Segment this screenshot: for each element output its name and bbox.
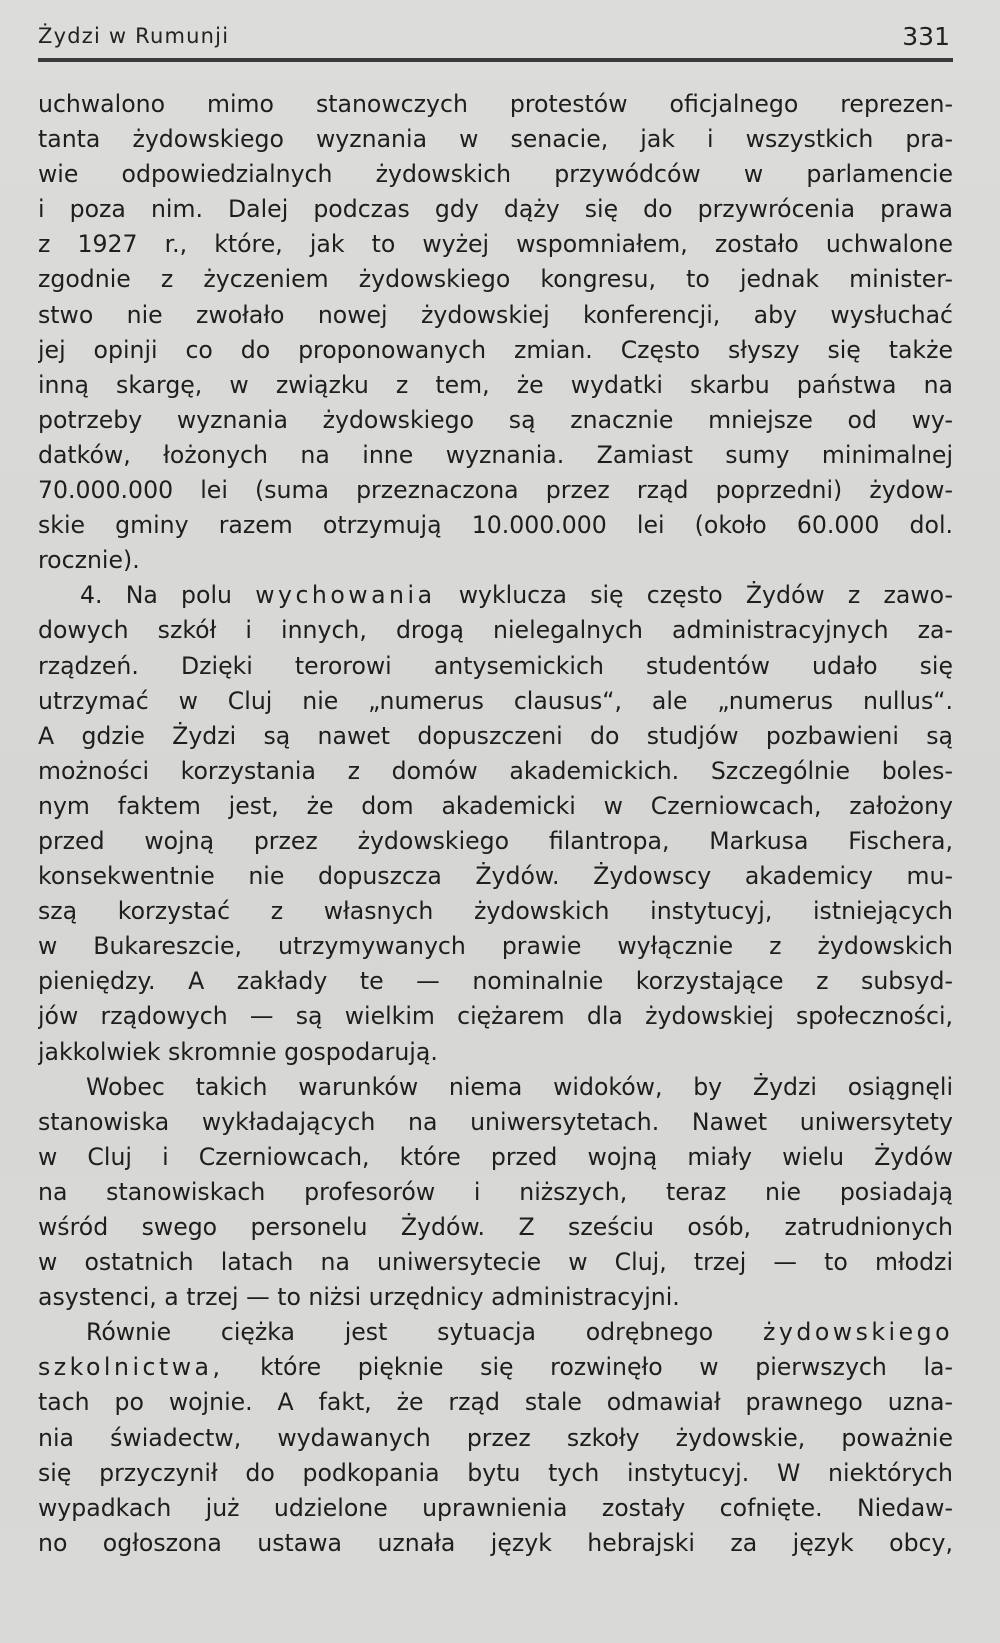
text-line: tanta żydowskiego wyznania w senacie, jak i wszystkich pra- <box>38 125 953 154</box>
text-line: tach po wojnie. A fakt, że rząd stale odmawiał prawnego uzna- <box>38 1388 953 1417</box>
text-line: nym faktem jest, że dom akademicki w Czerniowcach, założony <box>38 791 953 820</box>
text-line: możności korzystania z domów akademickich. Szczególnie boles- <box>38 756 953 785</box>
text-line: się przyczynił do podkopania bytu tych instytucyj. W niektórych <box>38 1458 953 1487</box>
text-line: rządzeń. Dzięki terorowi antysemickich studentów udało się <box>38 651 953 680</box>
text-line: jakkolwiek skromnie gospodarują. <box>38 1037 438 1066</box>
paragraph-4-first-line <box>38 578 953 613</box>
text-line: stwo nie zwołało nowej żydowskiej konferencji, aby wysłuchać <box>38 300 953 329</box>
text-line: w ostatnich latach na uniwersytecie w Cluj, trzej — to młodzi <box>38 1248 953 1277</box>
text-line: uchwalono mimo stanowczych protestów oficjalnego reprezen- <box>38 90 953 118</box>
text-line: jej opinji co do proponowanych zmian. Często słyszy się także <box>38 335 953 364</box>
text-line: no ogłoszona ustawa uznała język hebrajski za język obcy, <box>38 1528 953 1557</box>
text-line: inną skargę, w związku z tem, że wydatki skarbu państwa na <box>38 370 953 399</box>
page-number: 331 <box>902 22 950 51</box>
text-line: przed wojną przez żydowskiego filantropa, Markusa Fischera, <box>38 826 953 855</box>
body-text <box>38 87 953 1561</box>
text-fragment: wyklucza się często Żydów z zawo- <box>458 581 953 610</box>
text-line: pieniędzy. A zakłady te — nominalnie korzystające z subsyd- <box>38 967 953 996</box>
text-line: wie odpowiedzialnych żydowskich przywódców w parlamencie <box>38 160 953 189</box>
text-line: Wobec takich warunków niema widoków, by Żydzi osiągnęli <box>86 1072 953 1101</box>
text-line: i poza nim. Dalej podczas gdy dąży się do przywrócenia prawa <box>38 195 953 224</box>
text-line: w Bukareszcie, utrzymywanych prawie wyłącznie z żydowskich <box>38 932 953 961</box>
text-line: datków, łożonych na inne wyznania. Zamiast sumy minimalnej <box>38 440 953 469</box>
emphasized-term: żydowskiego <box>763 1318 953 1347</box>
text-line: 70.000.000 lei (suma przeznaczona przez rząd poprzedni) żydow- <box>38 476 953 505</box>
text-line: na stanowiskach profesorów i niższych, teraz nie posiadają <box>38 1177 953 1206</box>
text-fragment: 4. Na polu <box>80 581 232 610</box>
text-line: nia świadectw, wydawanych przez szkoły żydowskie, poważnie <box>38 1423 953 1452</box>
text-line-with-emphasis <box>38 1350 953 1385</box>
text-fragment: Równie ciężka jest sytuacja odrębnego <box>86 1318 714 1347</box>
text-line: konsekwentnie nie dopuszcza Żydów. Żydowscy akademicy mu- <box>38 862 953 891</box>
text-line: skie gminy razem otrzymują 10.000.000 lei (około 60.000 dol. <box>38 511 953 540</box>
header-rule <box>38 58 953 62</box>
text-line: wypadkach już udzielone uprawnienia zostały cofnięte. Niedaw- <box>38 1493 953 1522</box>
text-line: z 1927 r., które, jak to wyżej wspomniałem, zostało uchwalone <box>38 230 953 259</box>
running-head <box>38 22 950 62</box>
text-line: asystenci, a trzej — to niżsi urzędnicy administracyjni. <box>38 1283 680 1312</box>
paragraph-schooling-first-line <box>38 1315 953 1350</box>
text-line: wśród swego personelu Żydów. Z sześciu osób, zatrudnionych <box>38 1213 953 1241</box>
text-line: A gdzie Żydzi są nawet dopuszczeni do studjów pozbawieni są <box>38 721 953 750</box>
running-title: Żydzi w Rumunji <box>38 24 230 48</box>
text-line: dowych szkół i innych, drogą nielegalnych administracyjnych za- <box>38 616 953 645</box>
text-line: w Cluj i Czerniowcach, które przed wojną miały wielu Żydów <box>38 1142 953 1171</box>
text-line: szą korzystać z własnych żydowskich instytucyj, istniejących <box>38 897 953 926</box>
emphasized-term: szkolnictwa, <box>38 1353 224 1382</box>
text-line: potrzeby wyznania żydowskiego są znacznie mniejsze od wy- <box>38 405 953 434</box>
text-line: zgodnie z życzeniem żydowskiego kongresu, to jednak minister- <box>38 265 953 294</box>
text-line: utrzymać w Cluj nie „numerus clausus“, ale „numerus nullus“. <box>38 686 953 715</box>
text-line: stanowiska wykładających na uniwersytetach. Nawet uniwersytety <box>38 1107 953 1136</box>
text-line: rocznie). <box>38 546 140 575</box>
text-fragment: które pięknie się rozwinęło w pierwszych la- <box>260 1353 953 1382</box>
emphasized-term: wychowania <box>255 581 436 610</box>
text-line: jów rządowych — są wielkim ciężarem dla żydowskiej społeczności, <box>38 1002 953 1031</box>
